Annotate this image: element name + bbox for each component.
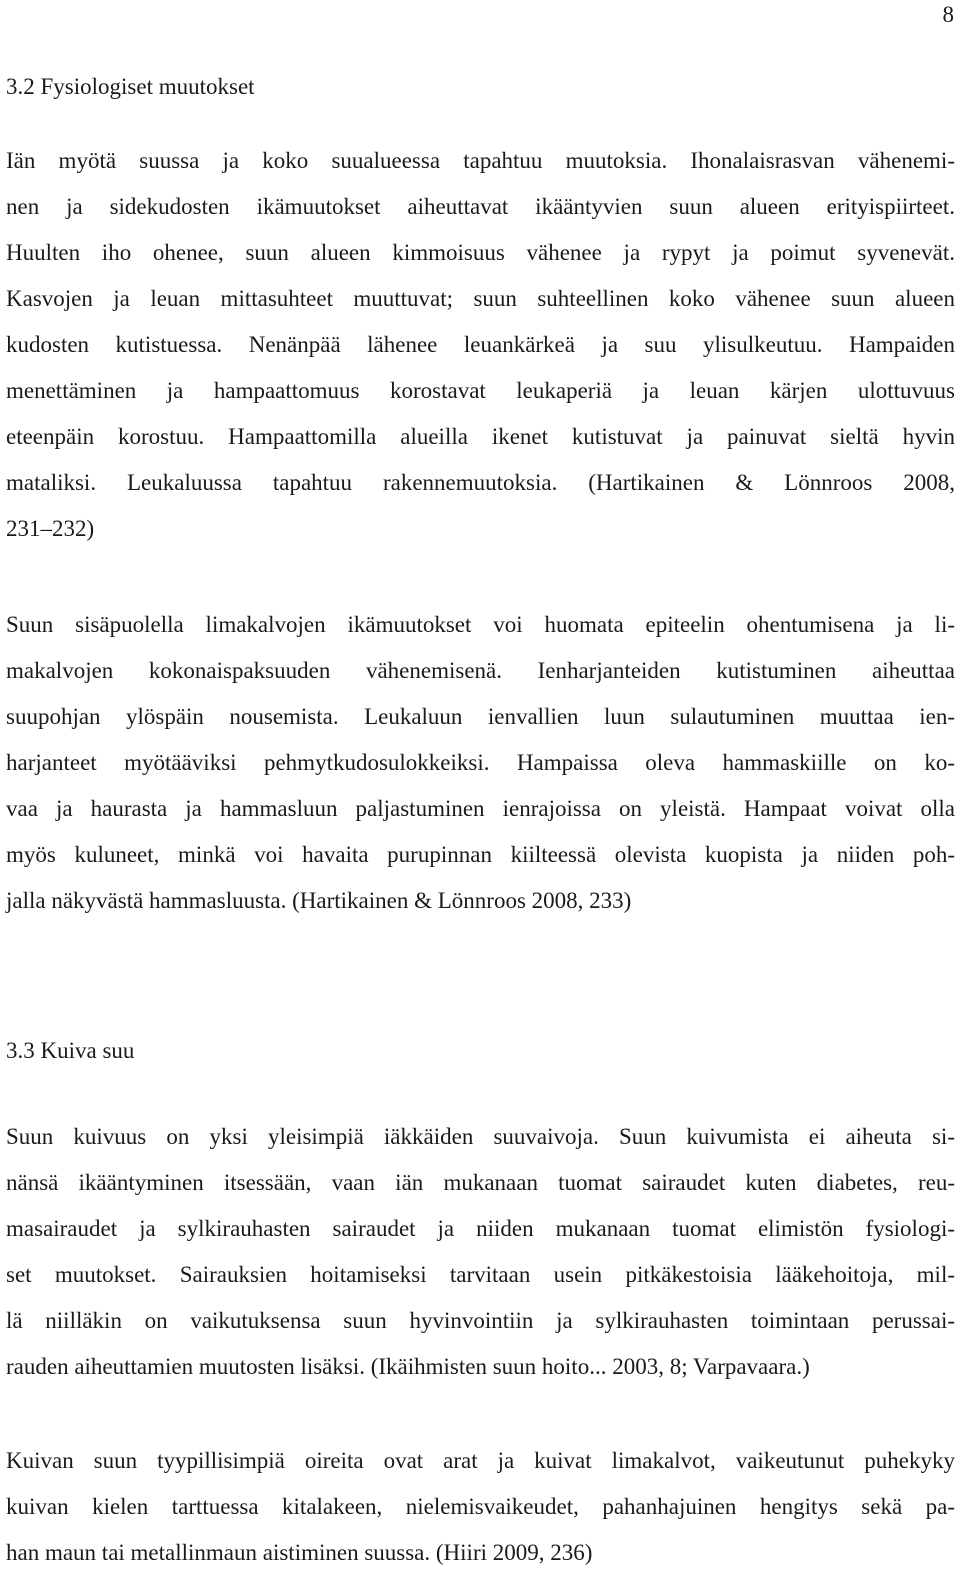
text-line: Iän myötä suussa ja koko suualueessa tapahtuu muutoksia. Ihonalaisrasvan vähenemi- [6,148,955,173]
text-line: suupohjan ylöspäin nousemista. Leukaluun ienvallien luun sulautuminen muuttaa ien- [6,704,955,729]
text-line: eteenpäin korostuu. Hampaattomilla alueilla ikenet kutistuvat ja painuvat sieltä hyvin [6,424,955,449]
text-line: Suun sisäpuolella limakalvojen ikämuutokset voi huomata epiteelin ohentumisena ja li- [6,612,955,637]
text-line: 231–232) [6,516,95,541]
section-heading-3-3: 3.3 Kuiva suu [6,1038,135,1063]
text-line: harjanteet myötääviksi pehmytkudosulokkeiksi. Hampaissa oleva hammaskiille on ko- [6,750,955,775]
text-line: mataliksi. Leukaluussa tapahtuu rakennemuutoksia. (Hartikainen & Lönnroos 2008, [6,470,955,495]
text-line: Huulten iho ohenee, suun alueen kimmoisuus vähenee ja rypyt ja poimut syvenevät. [6,240,955,265]
text-line: lä niilläkin on vaikutuksensa suun hyvinvointiin ja sylkirauhasten toimintaan perussai- [6,1308,955,1333]
text-line: nen ja sidekudosten ikämuutokset aiheuttavat ikääntyvien suun alueen erityispiirteet. [6,194,955,219]
text-line: myös kuluneet, minkä voi havaita purupinnan kiilteessä olevista kuopista ja niiden poh- [6,842,955,867]
text-line: kudosten kutistuessa. Nenänpää lähenee leuankärkeä ja suu ylisulkeutuu. Hampaiden [6,332,955,357]
text-line: kuivan kielen tarttuessa kitalakeen, nielemisvaikeudet, pahanhajuinen hengitys sekä pa- [6,1494,955,1519]
text-line: vaa ja haurasta ja hammasluun paljastuminen ienrajoissa on yleistä. Hampaat voivat olla [6,796,955,821]
text-line: rauden aiheuttamien muutosten lisäksi. (Ikäihmisten suun hoito... 2003, 8; Varpavaara.) [6,1354,810,1379]
text-line: Suun kuivuus on yksi yleisimpiä iäkkäiden suuvaivoja. Suun kuivumista ei aiheuta si- [6,1124,955,1149]
page-number: 8 [942,2,954,27]
text-line: masairaudet ja sylkirauhasten sairaudet ja niiden mukanaan tuomat elimistön fysiologi- [6,1216,955,1241]
text-line: menettäminen ja hampaattomuus korostavat leukaperiä ja leuan kärjen ulottuvuus [6,378,955,403]
paragraph-dry-mouth-causes [6,1114,955,1390]
text-line: han maun tai metallinmaun aistiminen suussa. (Hiiri 2009, 236) [6,1540,593,1565]
paragraph-mucosa-changes [6,602,955,924]
text-line: set muutokset. Sairauksien hoitamiseksi tarvitaan usein pitkäkestoisia lääkehoitoja, mil- [6,1262,955,1287]
text-line: Kuivan suun tyypillisimpiä oireita ovat arat ja kuivat limakalvot, vaikeutunut puhekyky [6,1448,955,1473]
section-heading-3-2: 3.2 Fysiologiset muutokset [6,74,255,99]
paragraph-dry-mouth-symptoms [6,1438,955,1576]
text-line: makalvojen kokonaispaksuuden vähenemisenä. Ienharjanteiden kutistuminen aiheuttaa [6,658,955,683]
text-line: jalla näkyvästä hammasluusta. (Hartikainen & Lönnroos 2008, 233) [6,888,632,913]
text-line: Kasvojen ja leuan mittasuhteet muuttuvat; suun suhteellinen koko vähenee suun alueen [6,286,955,311]
paragraph-age-changes [6,138,955,552]
text-line: nänsä ikääntyminen itsessään, vaan iän mukanaan tuomat sairaudet kuten diabetes, reu- [6,1170,955,1195]
